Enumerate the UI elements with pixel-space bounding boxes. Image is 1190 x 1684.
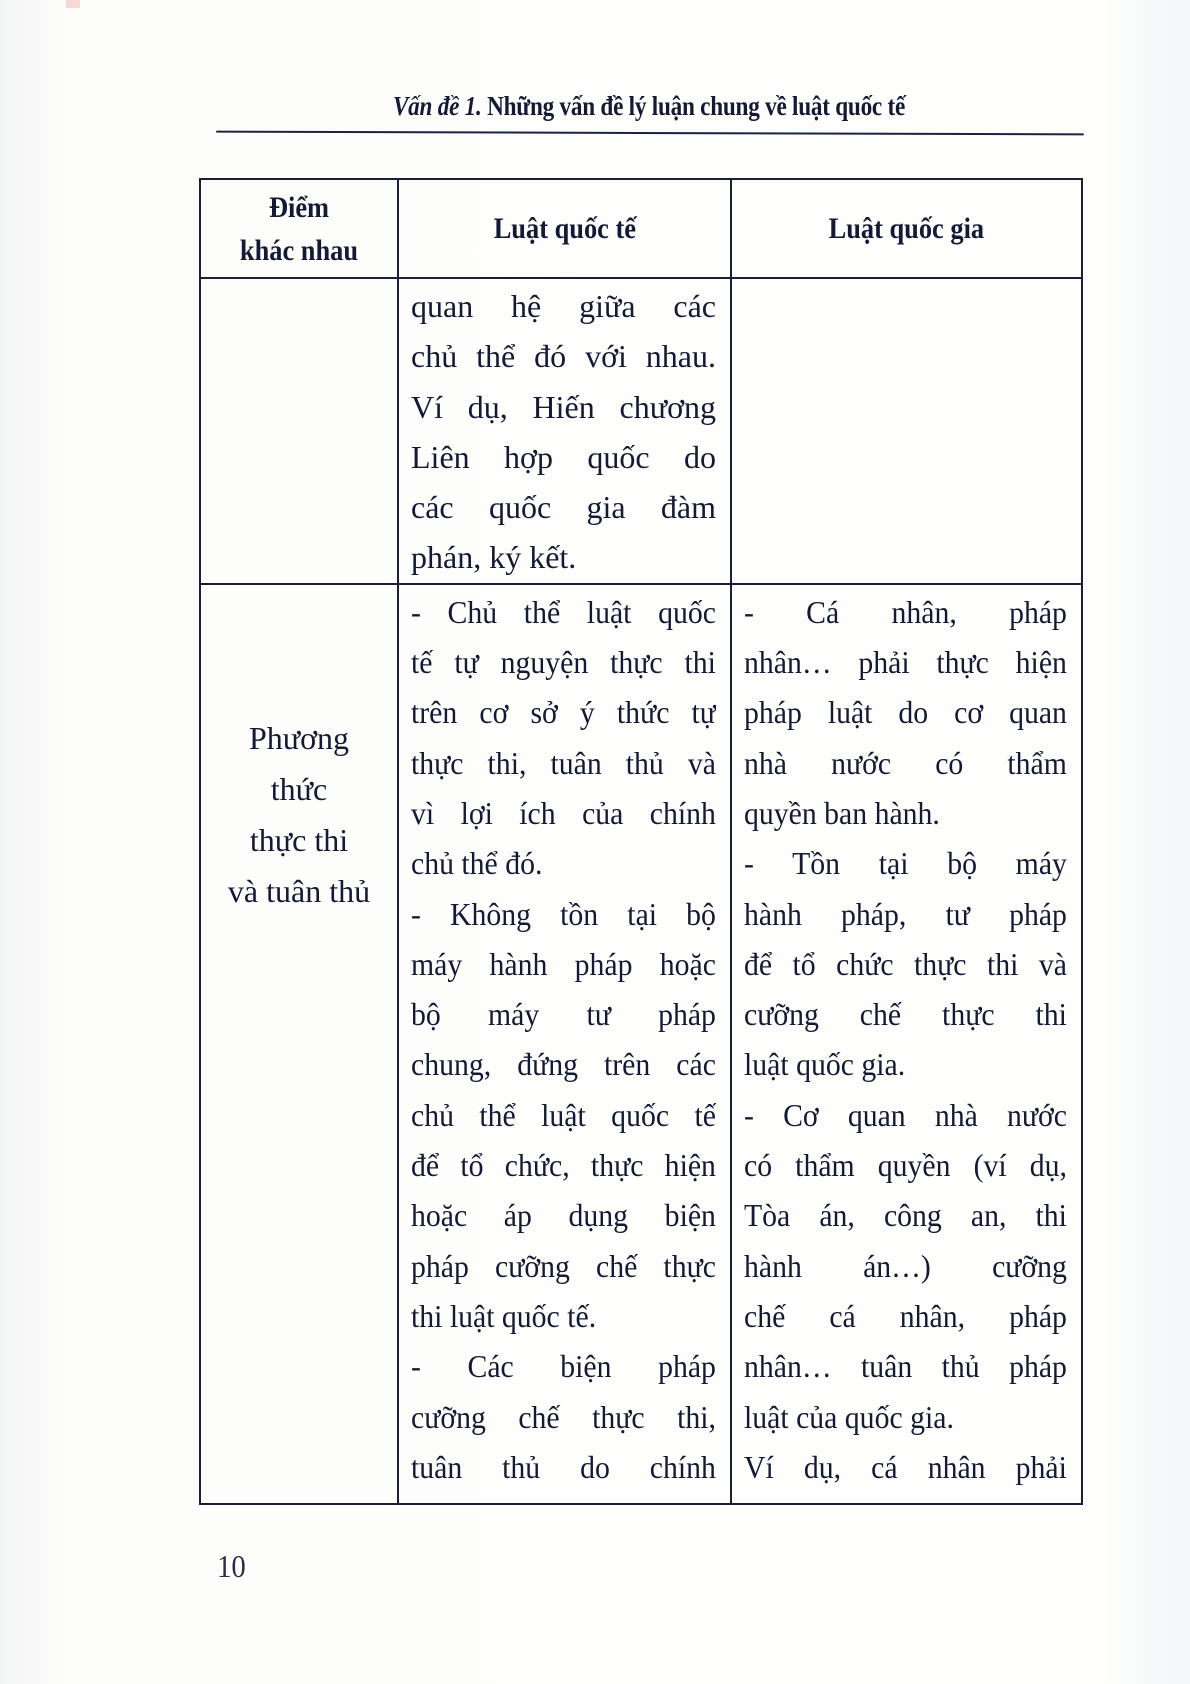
text-line: - Không tồn tại bộ xyxy=(411,895,716,932)
text-line: quan hệ giữa các xyxy=(411,288,716,324)
text-line: chung, đứng trên các xyxy=(411,1046,716,1083)
header-international-law: Luật quốc tế xyxy=(398,179,731,278)
cell-text xyxy=(732,585,1081,1492)
text-line: - Cá nhân, pháp xyxy=(744,593,1067,630)
text-line: Ví dụ, Hiến chương xyxy=(411,388,716,425)
text-line: nhân… phải thực hiện xyxy=(744,644,1067,681)
text-line: chủ thể đó. xyxy=(411,845,543,882)
text-line: phán, ký kết. xyxy=(411,539,577,576)
table-header-row xyxy=(200,179,1082,278)
text-line: bộ máy tư pháp xyxy=(411,996,716,1033)
comparison-table xyxy=(199,178,1083,1505)
header-criterion xyxy=(200,179,398,278)
text-line: pháp luật do cơ quan xyxy=(744,694,1067,731)
text-line: Liên hợp quốc do xyxy=(411,438,716,475)
running-head-chapter: Vấn đề 1. xyxy=(392,91,482,121)
row1-international-law-cell xyxy=(398,278,731,584)
text-line: hành pháp, tư pháp xyxy=(744,895,1067,932)
text-line: pháp cưỡng chế thực xyxy=(411,1247,716,1284)
table-row xyxy=(200,278,1082,584)
text-line: quyền ban hành. xyxy=(744,794,940,831)
row1-criterion-cell xyxy=(200,278,398,584)
text-line: và tuân thủ xyxy=(227,872,371,909)
text-line: hành án…) cưỡng xyxy=(744,1247,1067,1284)
text-line: - Tồn tại bộ máy xyxy=(744,845,1067,882)
text-line: chủ thể luật quốc tế xyxy=(411,1096,716,1133)
header-criterion-line: khác nhau xyxy=(239,233,359,267)
text-line: tuân thủ do chính xyxy=(411,1448,716,1485)
text-line: tế tự nguyện thực thi xyxy=(411,644,716,681)
criterion-text xyxy=(201,585,397,917)
cell-text xyxy=(399,279,730,583)
header-national-law: Luật quốc gia xyxy=(731,179,1082,278)
running-head xyxy=(275,91,1023,122)
scan-corner-mark xyxy=(66,0,80,8)
text-line: luật quốc gia. xyxy=(744,1046,906,1083)
text-line: cưỡng chế thực thi, xyxy=(411,1398,716,1435)
text-line: thực thi, tuân thủ và xyxy=(411,744,716,781)
cell-text xyxy=(399,585,730,1492)
text-line: Tòa án, công an, thi xyxy=(744,1197,1067,1234)
text-line: vì lợi ích của chính xyxy=(411,794,716,831)
text-line: hoặc áp dụng biện xyxy=(411,1197,716,1234)
text-line: thức xyxy=(270,770,328,807)
text-line: trên cơ sở ý thức tự xyxy=(411,694,716,731)
text-line: thi luật quốc tế. xyxy=(411,1297,597,1334)
header-criterion-line: Điểm xyxy=(268,190,330,224)
text-line: - Chủ thể luật quốc xyxy=(411,593,716,630)
text-line: nhân… tuân thủ pháp xyxy=(744,1348,1067,1385)
text-line: nhà nước có thẩm xyxy=(744,744,1067,781)
text-line: các quốc gia đàm xyxy=(411,489,716,526)
text-line: chế cá nhân, pháp xyxy=(744,1297,1067,1334)
text-line: để tổ chức, thực hiện xyxy=(411,1147,716,1184)
text-line: cưỡng chế thực thi xyxy=(744,996,1067,1033)
text-line: Phương xyxy=(248,719,350,756)
text-line: - Cơ quan nhà nước xyxy=(744,1096,1067,1133)
running-head-title: Những vấn đề lý luận chung về luật quốc tế xyxy=(481,91,906,121)
row2-criterion-cell xyxy=(200,584,398,1504)
text-line: thực thi xyxy=(249,821,349,858)
text-line: Ví dụ, cá nhân phải xyxy=(744,1448,1067,1485)
row2-national-law-cell xyxy=(731,584,1082,1504)
row2-international-law-cell xyxy=(398,584,731,1504)
text-line: chủ thể đó với nhau. xyxy=(411,338,716,375)
page-number: 10 xyxy=(217,1548,246,1584)
text-line: máy hành pháp hoặc xyxy=(411,945,716,982)
text-line: luật của quốc gia. xyxy=(744,1398,954,1435)
text-line: để tổ chức thực thi và xyxy=(744,945,1067,982)
row1-national-law-cell xyxy=(731,278,1082,584)
text-line: có thẩm quyền (ví dụ, xyxy=(744,1147,1067,1184)
text-line: - Các biện pháp xyxy=(411,1348,716,1385)
table-row xyxy=(200,584,1082,1504)
